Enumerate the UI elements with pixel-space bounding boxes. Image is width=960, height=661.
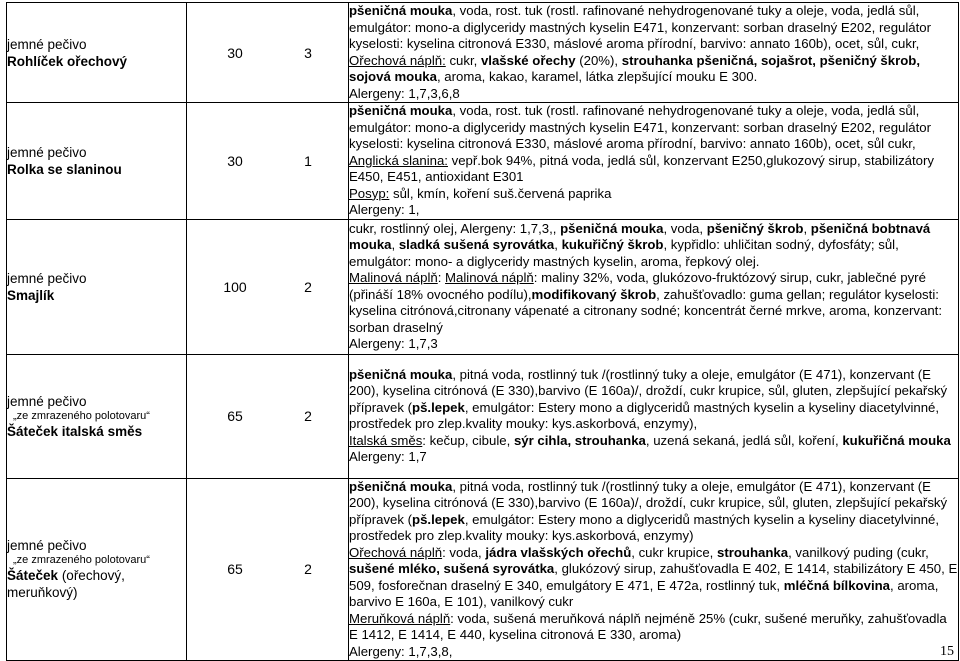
count-value: 2 — [304, 408, 312, 424]
allergens-text: Alergeny: 1, — [349, 202, 420, 217]
table-row — [7, 103, 959, 220]
ingredients-cell — [349, 3, 959, 103]
product-cell — [7, 478, 187, 661]
product-category: jemné pečivo — [7, 538, 87, 554]
product-cell — [7, 3, 187, 103]
ingredients-text: pšeničná mouka, voda, rost. tuk (rostl. rafinované nehydrogenované tuky a oleje, voda, jedlá sůl, emulgátor: mono-a diglyceridy mastných kyselin E471, konzervant: sorban draselný E202, regulátor kyselosti: kyselina citronová E330, máslové aroma přírodní, barvivo: annato 160b), ocet, sůl cukr, Anglická slanina: vepř.bok 94%, pitná voda, jedlá sůl, konzervant E250,glukozový sirup, stabilizátory E450, E451, antioxidant E301 — [349, 103, 934, 184]
ingredients-cell — [349, 354, 959, 478]
product-category: jemné pečivo — [7, 270, 87, 286]
allergens-text: Alergeny: 1,7 — [349, 449, 427, 464]
allergens-text: Alergeny: 1,7,3 — [349, 336, 438, 351]
ingredients-text: cukr, rostlinný olej, Alergeny: 1,7,3,, pšeničná mouka, voda, pšeničný škrob, pšeničná bobtnavá mouka, sladká sušená syrovátka, kukuřičný škrob, kypřidlo: uhličitan sodný, dyfosfáty; sůl, emulgátor: mono- a diglyceridy mastných kyselin, aroma, řepkový olej. — [349, 220, 931, 269]
table-row — [7, 478, 959, 661]
ingredients-text: pšeničná mouka, pitná voda, rostlinný tuk /(rostlinný tuky a oleje, emulgátor (E 471), konzervant (E 200), kyselina citrónová (E 330),barvivo (E 160a)/, droždí, cukr krupice, sůl, gluten, zlepšující pekařský přípravek (pš.lepek, emulgátor: Estery mono a diglyceridů mastných kyselin a kyseliny diacetylvinné, prostředek pro zlep.kvality mouky: kys.askorbová, enzymy) — [349, 478, 948, 543]
weight-value: 30 — [227, 44, 243, 61]
weight-value: 65 — [227, 408, 243, 424]
table-row — [7, 354, 959, 478]
amount-cell — [187, 478, 349, 661]
amount-cell — [187, 354, 349, 478]
page-number: 15 — [940, 644, 954, 659]
ingredients-cell — [349, 219, 959, 354]
weight-value: 100 — [223, 278, 247, 295]
product-cell — [7, 103, 187, 220]
ingredients-cell — [349, 103, 959, 220]
amount-cell — [187, 103, 349, 220]
product-title: Rohlíček ořechový — [7, 53, 128, 69]
ingredients-text: pšeničná mouka, pitná voda, rostlinný tuk /(rostlinný tuky a oleje, emulgátor (E 471), konzervant (E 200), kyselina citrónová (E 330),barvivo (E 160a)/, droždí, cukr krupice, sůl, gluten, zlepšující pekařský přípravek (pš.lepek, emulgátor: Estery mono a diglyceridů mastných kyselin a kyseliny diacetylvinné, prostředek pro zlep.kvality mouky: kys.askorbová, enzymy), — [349, 366, 948, 431]
filling-text-2: Meruňková náplň: voda, sušená meruňková náplň nejméně 25% (cukr, sušené meruňky, zahušťovadla E 1412, E 1414, E 440, kyselina citronová E 330, aroma) — [349, 610, 947, 642]
amount-cell — [187, 219, 349, 354]
product-table — [6, 2, 959, 661]
mix-text: Italská směs: kečup, cibule, sýr cihla, strouhanka, uzená sekaná, jedlá sůl, koření, kukuřičná mouka — [349, 432, 951, 448]
count-value: 2 — [304, 278, 312, 295]
filling-text: Malinová náplň: Malinová náplň: maliny 32%, voda, glukózovo-fruktózový sirup, cukr, jablečné pyré (přináší 18% ovocného podílu),modifikovaný škrob, zahušťovadlo: guma gellan; regulátor kyselosti: kyselina citrónová,citronany vápenaté a citronany sodné; koncentrát černé mrkve, aroma, konzervant: sorban draselný — [349, 270, 943, 335]
weight-value: 65 — [227, 561, 243, 578]
count-value: 3 — [304, 44, 312, 61]
product-title: Smajlík — [7, 287, 55, 303]
product-cell — [7, 219, 187, 354]
product-category: jemné pečivo — [7, 36, 87, 52]
product-title: Šáteček (ořechový, meruňkový) — [7, 568, 125, 601]
weight-value: 30 — [227, 152, 243, 169]
allergens-text: Alergeny: 1,7,3,6,8 — [349, 85, 460, 101]
ingredients-text: pšeničná mouka, voda, rost. tuk (rostl. rafinované nehydrogenované tuky a oleje, voda, jedlá sůl, emulgátor: mono-a diglyceridy mastných kyselin E471, konzervant: sorban draselný E202, regulátor kyselosti: kyselina citronová E330, máslové aroma přírodní, barvivo: annato 160b), ocet, sůl, cukr, Ořechová náplň: cukr, vlašské ořechy (20%), strouhanka pšeničná, sojašrot, pšeničný škrob, sojová mouka, aroma, kakao, karamel, látka zlepšující mouku E 300. — [349, 3, 932, 84]
product-note: „ze zmrazeného polotovaru“ — [13, 554, 150, 567]
product-note: „ze zmrazeného polotovaru“ — [13, 409, 150, 422]
product-cell — [7, 354, 187, 478]
product-title: Rolka se slaninou — [7, 161, 122, 177]
filling-text: Ořechová náplň: voda, jádra vlašských ořechů, cukr krupice, strouhanka, vanilkový puding (cukr, sušené mléko, sušená syrovátka, glukózový sirup, zahušťovadla E 402, E 1414, stabilizátory E 450, E 509, fosforečnan draselný E 340, emulgátory E 471, E 472a, rostlinný tuk, mléčná bílkovina, aroma, barvivo E 160a, E 101), vanilkový cukr — [349, 544, 958, 609]
table-row — [7, 3, 959, 103]
count-value: 2 — [304, 561, 312, 578]
product-category: jemné pečivo — [7, 393, 87, 409]
count-value: 1 — [304, 152, 312, 169]
ingredients-cell — [349, 478, 959, 661]
product-title: Šáteček italská směs — [7, 423, 143, 439]
table-row — [7, 219, 959, 354]
amount-cell — [187, 3, 349, 103]
allergens-text: Alergeny: 1,7,3,8, — [349, 643, 453, 659]
topping-text: Posyp: sůl, kmín, koření suš.červená paprika — [349, 185, 612, 201]
product-category: jemné pečivo — [7, 144, 87, 160]
